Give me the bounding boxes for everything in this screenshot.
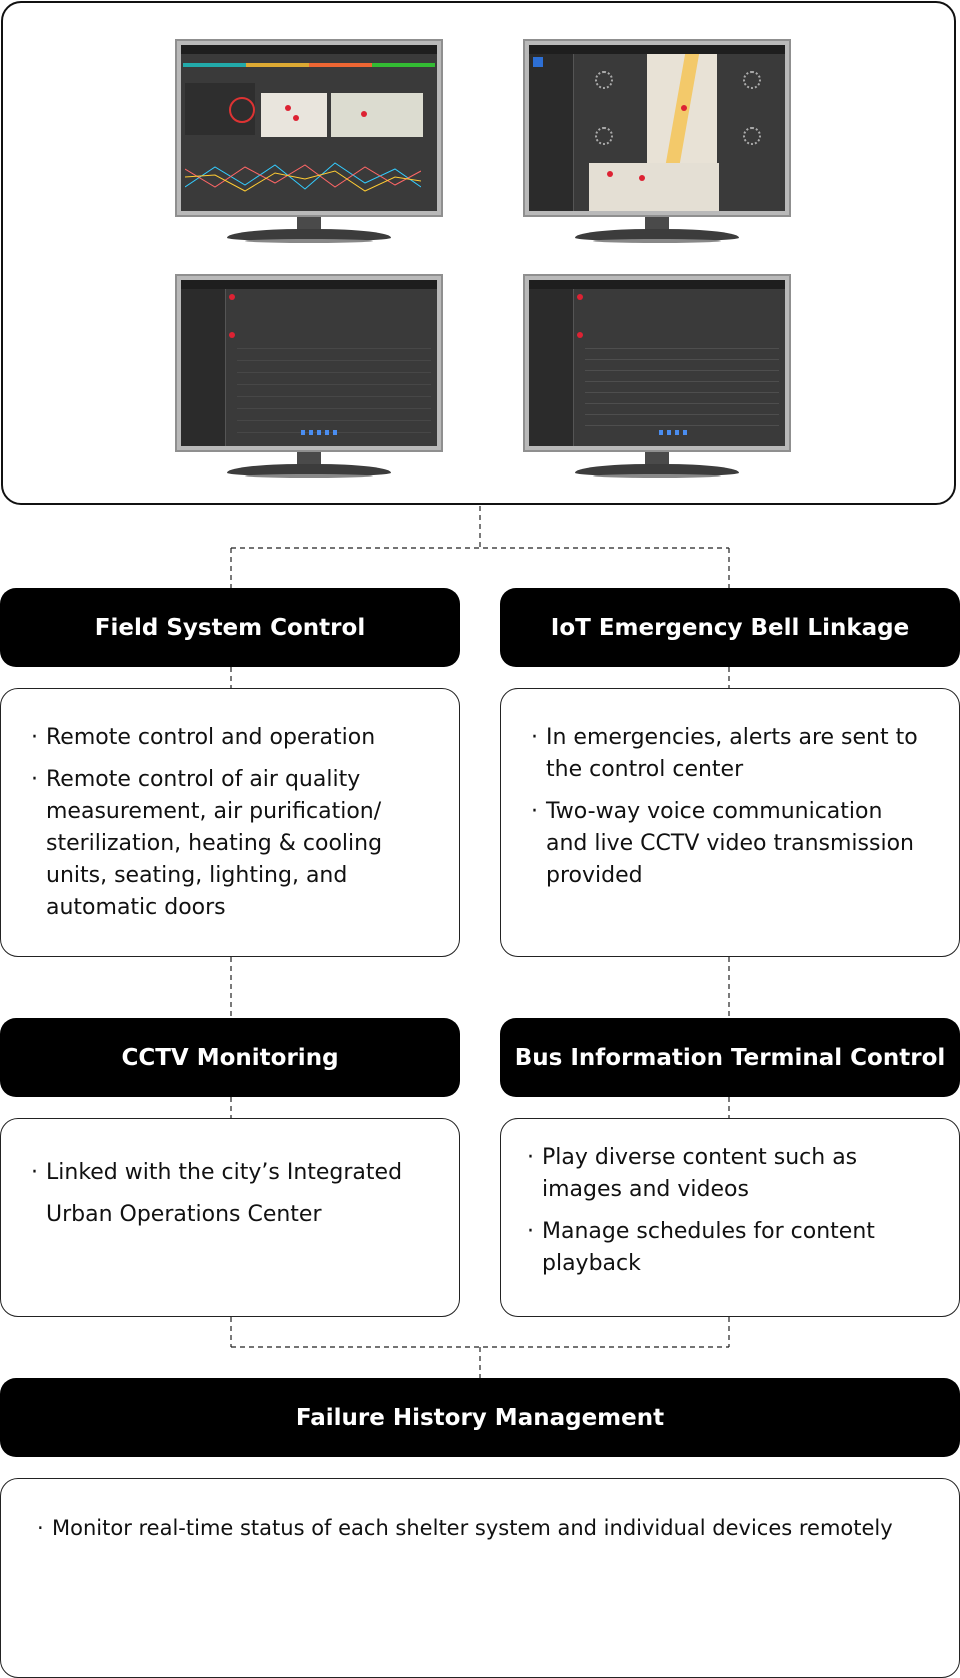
- field-system-control-body: [0, 688, 460, 957]
- cctv-monitoring-body: [0, 1118, 460, 1317]
- failure-history-title: Failure History Management: [295, 1404, 665, 1431]
- field-system-control-title: Field System Control: [94, 614, 366, 641]
- iot-emergency-bell-body: [500, 688, 960, 957]
- list-item: · Linked with the city’s Integrated Urban Operations Center: [31, 1152, 429, 1236]
- bus-information-terminal-list: [527, 1142, 929, 1280]
- monitor-data-table: [523, 274, 791, 492]
- failure-history-body: [0, 1478, 960, 1678]
- monitor-dashboard: [175, 39, 443, 257]
- list-item: · Two-way voice communication and live CCTV video transmission provided: [531, 796, 929, 892]
- bus-information-terminal-title: Bus Information Terminal Control: [514, 1044, 946, 1071]
- iot-emergency-bell-list: [531, 722, 929, 892]
- monitor-panel: [1, 1, 956, 505]
- bus-information-terminal-body: [500, 1118, 960, 1317]
- monitor-device-list: [175, 274, 443, 492]
- cctv-monitoring-title: CCTV Monitoring: [121, 1044, 339, 1071]
- iot-emergency-bell-title: IoT Emergency Bell Linkage: [550, 614, 910, 641]
- list-item: · Remote control and operation: [31, 722, 429, 754]
- list-item: · Play diverse content such as images and videos: [527, 1142, 929, 1206]
- failure-history-list: [37, 1512, 929, 1544]
- iot-emergency-bell-header: [500, 588, 960, 667]
- field-system-control-header: [0, 588, 460, 667]
- list-item: · Monitor real-time status of each shelter system and individual devices remotely: [37, 1512, 929, 1544]
- list-item: · Remote control of air quality measurement, air purification/ sterilization, heating & cooling units, seating, lighting, and automatic doors: [31, 764, 429, 924]
- list-item: · Manage schedules for content playback: [527, 1216, 929, 1280]
- failure-history-header: [0, 1378, 960, 1457]
- monitor-cctv-map: [523, 39, 791, 257]
- cctv-monitoring-list: [31, 1152, 429, 1236]
- list-item: · In emergencies, alerts are sent to the control center: [531, 722, 929, 786]
- field-system-control-list: [31, 722, 429, 924]
- bus-information-terminal-header: [500, 1018, 960, 1097]
- cctv-monitoring-header: [0, 1018, 460, 1097]
